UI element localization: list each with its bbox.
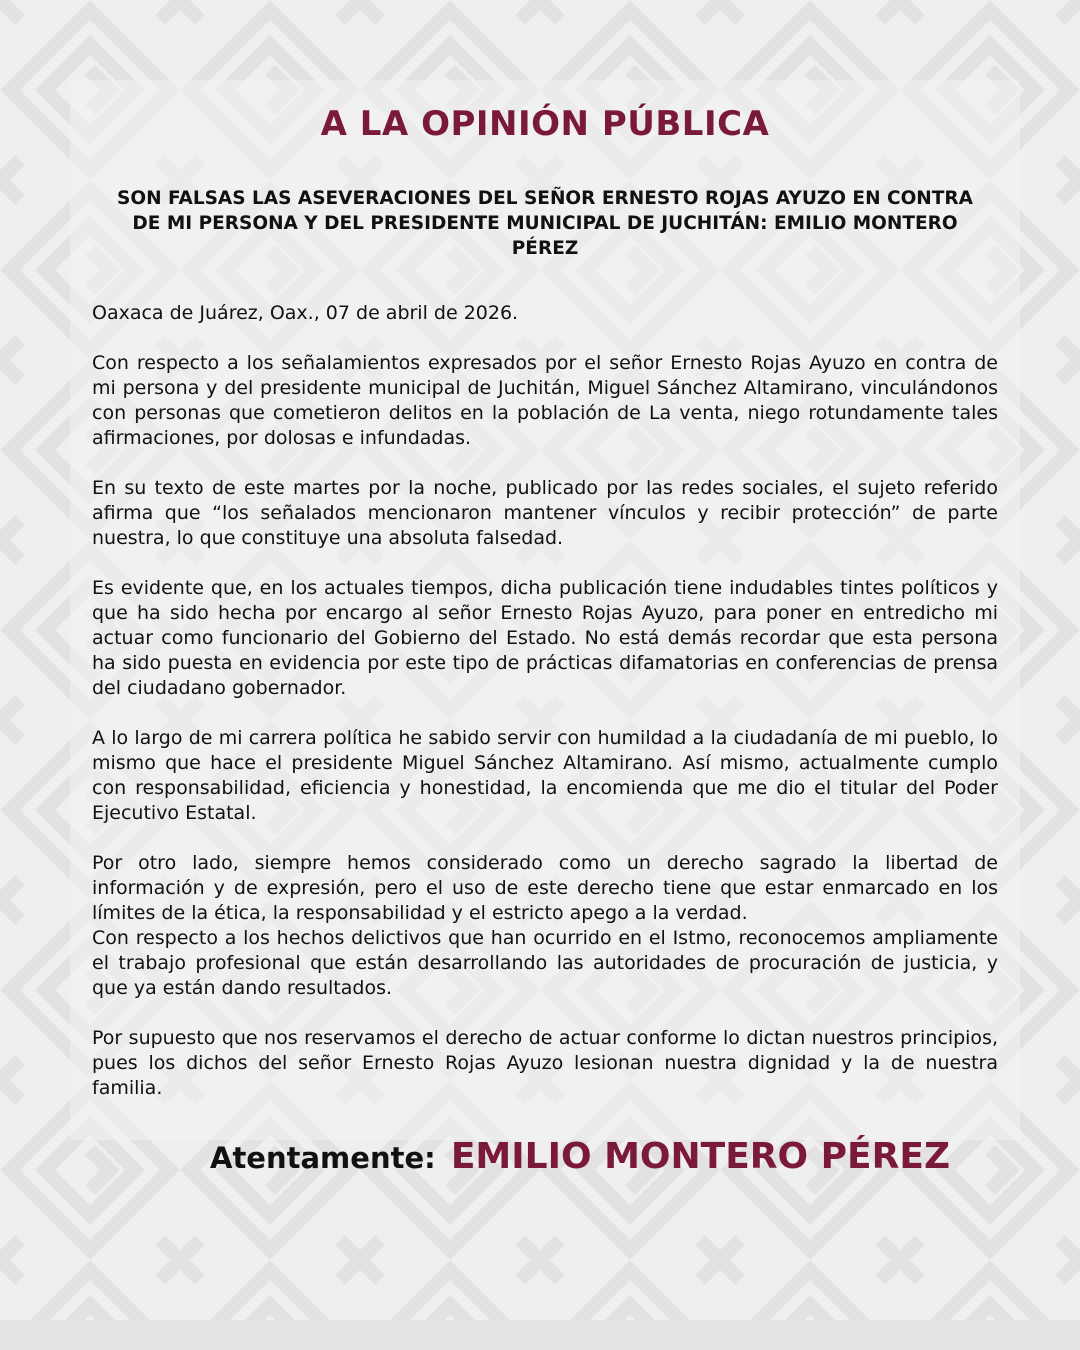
date-line: Oaxaca de Juárez, Oax., 07 de abril de 2026. [92,302,519,324]
paragraph-3: Es evidente que, en los actuales tiempos, dicha publicación tiene indudables tintes políticos y que ha sido hecha por encargo al señor Ernesto Rojas Ayuzo, para poner en entredicho mi actuar como funcionario del Gobierno del Estado. No está demás recordar que esta persona ha sido puesta en evidencia por este tipo de prácticas difamatorias en conferencias de prensa del ciudadano gobernador. [92,577,998,699]
signature-label: Atentamente: [210,1141,436,1175]
statement-body [92,100,998,1126]
paragraph-7: Por supuesto que nos reservamos el derecho de actuar conforme lo dictan nuestros principios, pues los dichos del señor Ernesto Rojas Ayuzo lesionan nuestra dignidad y la de nuestra familia. [92,1027,998,1099]
paragraph-6: Con respecto a los hechos delictivos que han ocurrido en el Istmo, reconocemos ampliamente el trabajo profesional que están desarrollando las autoridades de procuración de justicia, y que ya están dando resultados. [92,927,998,999]
paragraph-5: Por otro lado, siempre hemos considerado como un derecho sagrado la libertad de información y de expresión, pero el uso de este derecho tiene que estar enmarcado en los límites de la ética, la responsabilidad y el estricto apego a la verdad. [92,852,998,924]
paragraph-4: A lo largo de mi carrera política he sabido servir con humildad a la ciudadanía de mi pueblo, lo mismo que hace el presidente Miguel Sánchez Altamirano. Así mismo, actualmente cumplo con responsabilidad, eficiencia y honestidad, la encomienda que me dio el titular del Poder Ejecutivo Estatal. [92,727,998,824]
paragraph-2: En su texto de este martes por la noche, publicado por las redes sociales, el sujeto referido afirma que “los señalados mencionaron mantener vínculos y recibir protección” de parte nuestra, lo que constituye una absoluta falsedad. [92,477,998,549]
signature-name: EMILIO MONTERO PÉREZ [450,1136,951,1177]
footer-band [0,1320,1080,1350]
page-title: A LA OPINIÓN PÚBLICA [320,104,770,144]
subtitle-heading: SON FALSAS LAS ASEVERACIONES DEL SEÑOR ERNESTO ROJAS AYUZO EN CONTRA DE MI PERSONA Y DEL PRESIDENTE MUNICIPAL DE JUCHITÁN: EMILIO MONTERO PÉREZ [117,188,973,259]
paragraph-1: Con respecto a los señalamientos expresados por el señor Ernesto Rojas Ayuzo en contra de mi persona y del presidente municipal de Juchitán, Miguel Sánchez Altamirano, vinculándonos con personas que cometieron delitos en la población de La venta, niego rotundamente tales afirmaciones, por dolosas e infundadas. [92,352,998,449]
signature-block [210,1136,950,1177]
